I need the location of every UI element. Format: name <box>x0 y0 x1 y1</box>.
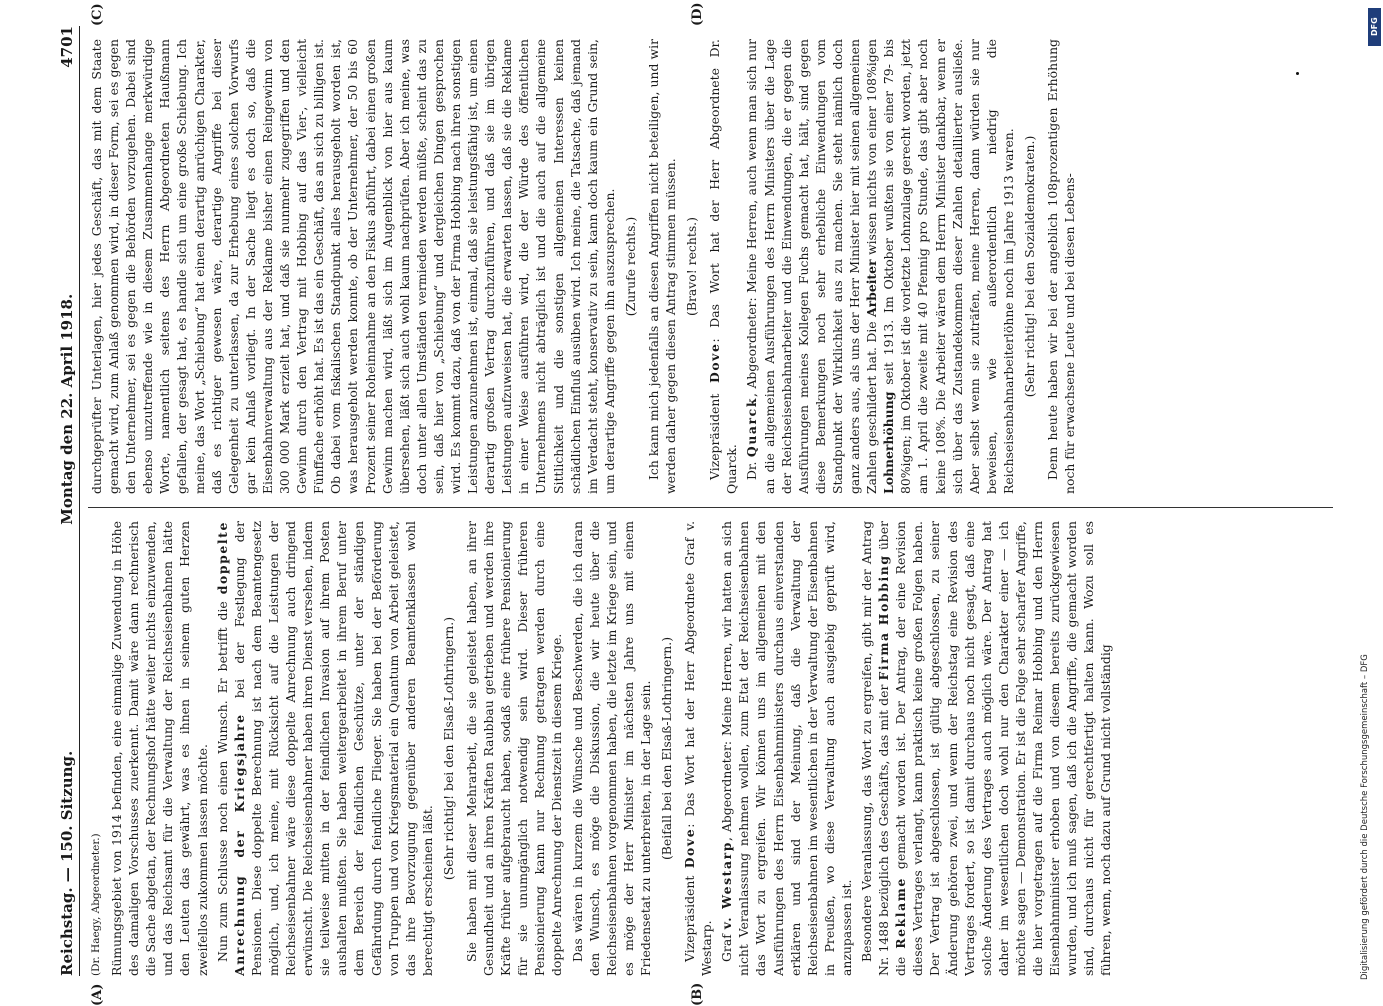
paragraph: Denn heute haben wir bei der angeblich 108prozentigen Erhöhung noch für erwachsene Leute und bei diesen Lebens- <box>1045 39 1078 494</box>
rotated-page <box>50 2 1340 1006</box>
speech-quarck: Dr. Quarck, Abgeordneter: Meine Herren, auch wenn man sich nur an die allgemeinen Ausführungen des Herrn Ministers über die Lage der Reichseisenbahnarbeiter und die Einwendungen, die er gegen die Ausführungen meines Kollegen Fuchs gemacht hat, hält, sind gegen diese Bemerkungen noch sehr erhebliche Einwendungen vom Standpunkt der Wirklichkeit aus zu machen. Sie steht nämlich doch ganz anders aus, als uns der Herr Minister hier mit seinen allgemeinen Zahlen geschildert hat. Die Arbeiter wissen nichts von einer 108%igen Lohnerhöhung seit 1913. Im Oktober wußten sie von einer 79- bis 80%igen; im Oktober ist die vorletzte Lohnzulage gerecht worden, jetzt am 1. April die zweite mit 40 Pfennig pro Stunde, das gibt aber noch keine 108%. Die Arbeiter wären dem Herrn Minister dankbar, wenn er sich über das Zustandekommen dieser Zahlen detaillierter ausließe. Aber selbst wenn sie zuträfen, meine Herren, dann würden sie nur beweisen, wie außerordentlich niedrig die Reichseisenbahnarbeiterlöhne noch im Jahre 1913 waren. <box>744 39 1016 494</box>
page-number: 4701 <box>58 26 76 68</box>
paragraph: Ich kann mich jedenfalls an diesen Angriffen nicht beteiligen, und wir werden daher gegen diesen Antrag stimmen müssen. <box>646 39 679 494</box>
margin-letter-a: (A) <box>90 983 105 1006</box>
bold-term: Reklame <box>893 877 909 949</box>
left-column <box>88 521 1333 976</box>
paragraph: Sie haben mit dieser Mehrarbeit, die sie geleistet haben, an ihrer Gesundheit und an ihren Kräften Raubbau getrieben und werden ihre Kräfte früher aufgebraucht haben, sodaß eine frühere Pensionierung für sie unumgänglich notwendig sein wird. Dieser früheren Pensionierung kann nur Rechnung getragen werden durch eine doppelte Anrechnung der Dienstzeit in diesem Kriege. <box>463 521 565 976</box>
paragraph: Nun zum Schlusse noch einen Wunsch. Er betrifft die doppelte Anrechnung der Kriegsjahre bei der Festlegung der Pensionen. Diese doppelte Berechnung ist nach dem Beamtengesetz möglich, und, ich meine, mit Rücksicht auf die Leistungen der Reichseisenbahner wäre diese doppelte Anrechnung auch dringend erwünscht. Die Reichseisenbahner haben ihren Dienst versehen, indem sie teilweise mitten in der feindlichen Invasion auf ihrem Posten aushalten mußten. Sie haben weitergearbeitet in ihrem Beruf unter dem Bereich der feindlichen Geschütze, unter der ständigen Gefährdung durch feindliche Flieger. Sie haben bei der Beförderung von Truppen und von Kriegsmaterial ein Quantum von Arbeit geleistet, das ihre Bevorzugung gegenüber anderen Beamtenklassen wohl berechtigt erscheinen läßt. <box>214 521 435 976</box>
speaker-name: v. Westarp <box>719 840 735 930</box>
speaker-name: Quarck <box>744 396 760 458</box>
margin-letter-b: (B) <box>690 982 705 1006</box>
applause-note: (Sehr richtig! bei den Sozialdemokraten.) <box>1021 135 1037 398</box>
speaker-name: Dove <box>707 342 723 384</box>
speech-westarp: Graf v. Westarp, Abgeordneter: Meine Herren, wir hatten an sich nicht Veranlassung nehmen wollen, zum Etat der Reichseisenbahnen das Wort zu ergreifen. Wir können uns im allgemeinen mit den Ausführungen des Herrn Eisenbahnministers durchaus einverstanden erklären und sind der Meinung, daß die Verwaltung der Reichseisenbahnen im wesentlichen in der Verwaltung der Eisenbahnen in Preußen, wo diese Verwaltung auch ausgiebig geprüft wird, anzupassen ist. <box>719 521 854 976</box>
column-rule <box>88 507 1333 508</box>
applause-note: (Sehr richtig! bei den Elsaß-Lothringern.) <box>440 616 456 881</box>
speaker-name: Dove <box>682 827 698 869</box>
right-column <box>88 39 1333 494</box>
header-left: Reichstag. — 150. Sitzung. <box>58 750 76 976</box>
bold-term: doppelte Anrechnung der Kriegsjahre <box>214 521 247 976</box>
interjection-note: (Zurufe rechts.) <box>622 216 638 317</box>
dfg-logo: DFG <box>1368 8 1381 46</box>
vice-president-remark: Vizepräsident Dove: Das Wort hat der Herr Abgeordnete Dr. Quarck. <box>707 39 740 494</box>
paragraph: Das wären in kurzem die Wünsche und Beschwerden, die ich daran den Wunsch, es möge die Diskussion, die wir heute über die Reichseisenbahnen vorgenommen haben, die letzte im Kriege sein, und es möge der Herr Minister im nächsten Jahre uns mit einem Friedensetat zu unterbreiten, in der Lage sein. <box>569 521 653 976</box>
margin-letter-d: (D) <box>690 2 705 26</box>
bold-term: Lohnerhöhung <box>881 391 897 494</box>
paragraph: Besondere Veranlassung, das Wort zu ergreifen, gibt mir der Antrag Nr. 1488 bezüglich des Geschäfts, das mit der Firma Hobbing über die Reklame gemacht worden ist. Der Antrag, der eine Revision dieses Vertrages verlangt, kann praktisch keine großen Folgen haben. Der Vertrag ist abgeschlossen, ist gültig abgeschlossen, zu seiner Änderung gehören zwei, und wenn der Reichstag eine Revision des Vertrages fordert, so ist damit durchaus noch nicht gesagt, daß eine solche Änderung des Vertrages auch möglich wäre. Der Antrag hat daher im wesentlichen doch wohl nur den Charakter einer — ich möchte sagen — Demonstration. Er ist die Folge sehr scharfer Angriffe, die hier vorgetragen auf die Firma Reimar Hobbing und den Herrn Eisenbahnminister erhoben und von diesem bereits zurückgewiesen wurden, und ich muß sagen, daß ich die Angriffe, die gemacht worden sind, durchaus nicht für gerechtfertigt halten kann. Wozu soll es führen, wenn, noch dazu auf Grund nicht vollständig <box>859 521 1114 976</box>
running-head <box>50 26 80 976</box>
vice-president-remark: Vizepräsident Dove: Das Wort hat der Herr Abgeordnete Graf v. Westarp. <box>682 521 715 976</box>
margin-letter-c: (C) <box>90 3 105 26</box>
applause-note: (Bravo! rechts.) <box>684 217 700 316</box>
paragraph: Rümungsgebiet von 1914 befinden, eine einmalige Zuwendung in Höhe des damaligen Vorschusses zuerkennt. Damit wäre dann rechnerisch die Sache abgetan, der Rechnungshof hätte weiter nichts einzuwenden, und das Reichsamt für die Verwaltung der Reichseisenbahnen hätte den Leuten das gewährt, was es ihnen in seinem guten Herzen zweifellos zukommen lassen möchte. <box>109 521 210 976</box>
header-center: Montag den 22. April 1918. <box>58 293 76 525</box>
bold-term: Arbeiter <box>864 259 880 317</box>
applause-note: (Beifall bei den Elsaß-Lothringern.) <box>659 636 674 861</box>
speaker-tag: (Dr. Haegy, Abgeordneter.) <box>90 833 102 976</box>
bold-term: Firma Hobbing <box>876 554 892 681</box>
paragraph: durchgeprüfter Unterlagen, hier jedes Geschäft, das mit dem Staate gemacht wird, zum Anlaß genommen wird, in dieser Form, sei es gegen den Unternehmer, sei es gegen die Behörden vorzugehen. Dabei sind ebenso unzutreffende wie in diesem Zusammenhange merkwürdige Worte, namentlich seitens des Herrn Abgeordneten Haußmann gefallen, der gesagt hat, es handle sich um eine große Schiebung. Ich meine, das Wort „Schiebung“ hat einen derartig anrüchigen Charakter, daß es richtiger gewesen wäre, derartige Angriffe bei dieser Gelegenheit zu unterlassen, da zur Erhebung eines solchen Vorwurfs gar kein Anlaß vorliegt. In der Sache liegt es doch so, daß die Eisenbahnverwaltung aus der Reklame bisher einen Reingewinn von 300 000 Mark erzielt hat, und daß sie nunmehr zugegriffen und den Gewinn durch den Vertrag mit Hobbing auf das Vier-, vielleicht Fünffache erhöht hat. Es ist das ein Geschäft, das an sich zu billigen ist. Ob dabei vom fiskalischen Standpunkt alles herausgeholt worden ist, was herausgeholt werden konnte, ob der Unternehmer, der 50 bis 60 Prozent seiner Roheinnahme an den Fiskus abführt, dabei einen großen Gewinn machen wird, läßt sich im Augenblick von hier aus kaum übersehen, läßt sich auch wohl kaum nachprüfen. Aber ich meine, was doch unter allen Umständen vermieden werden müßte, scheint das zu sein, daß hier von „Schiebung“ und dergleichen Dingen gesprochen wird. Es kommt dazu, daß von der Firma Hobbing nach ihren sonstigen Leistungen anzunehmen ist, einmal, daß sie leistungsfähig ist, um einen derartig großen Vertrag durchzuführen, und daß sie im übrigen Leistungen aufzuweisen hat, die erwarten lassen, daß sie die Reklame in einer Weise ausführen wird, die der Würde des öffentlichen Unternehmens nicht abträglich ist und die auch auf die allgemeine Sittlichkeit und die sonstigen allgemeinen Interessen keinen schädlichen Einfluß ausüben wird. Ich meine, die Tatsache, daß jemand im Verdacht steht, konservativ zu sein, kann doch kaum ein Grund sein, um derartige Angriffe gegen ihn auszusprechen. <box>89 39 617 494</box>
scan-speck <box>1296 72 1299 75</box>
digitization-imprint: Digitalisierung gefördert durch die Deutsche Forschungsgemeinschaft – DFG <box>1360 654 1370 980</box>
